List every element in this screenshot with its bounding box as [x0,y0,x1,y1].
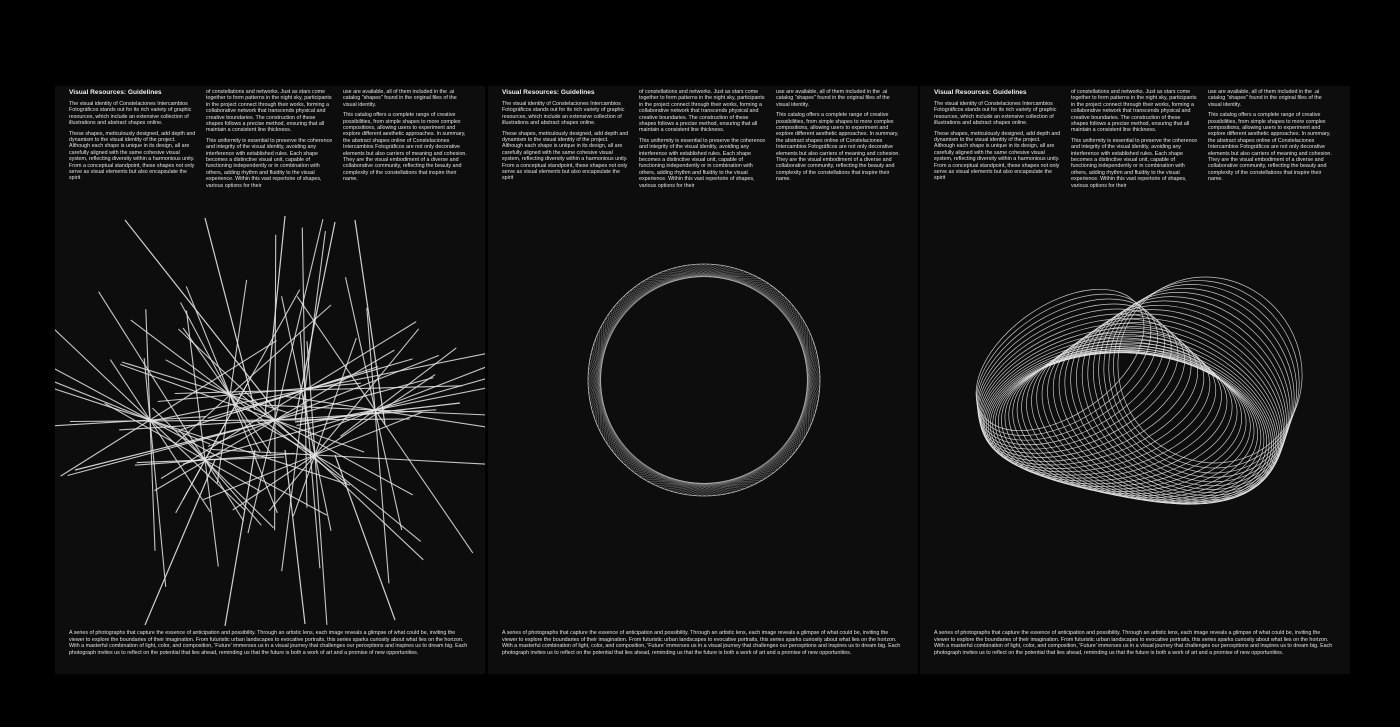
paragraph: of constellations and networks. Just as stars come together to form patterns in the night sky, participants in the project connect through their works, forming a collaborative network that transcends physical and creative boundaries. The construction of these shapes follows a precise method, ensuring that all maintain a consistent line thickness. [206,89,332,134]
text-columns [502,89,904,193]
paragraph: These shapes, meticulously designed, add depth and dynamism to the visual identity of the project. Although each shape is unique in its design, all are carefully aligned with the same cohesive visual system, reflecting diversity within a harmonious unity. From a conceptual standpoint, these shapes not only serve as visual elements but also encapsulate the spirit [502,130,629,182]
paragraph: of constellations and networks. Just as stars come together to form patterns in the night sky, participants in the project connect through their works, forming a collaborative network that transcends physical and creative boundaries. The construction of these shapes follows a precise method, ensuring that all maintain a consistent line thickness. [639,89,765,134]
caption: A series of photographs that capture the essence of anticipation and possibility. Through an artistic lens, each image reveals a glimpse of what could be, inviting the viewer to explore the boundaries of their imagination. From futuristic urban landscapes to evocative portraits, this series sparks curiosity about what lies on the horizon. With a masterful combination of light, color, and composition, 'Future' immerses us in a visual journey that challenges our perceptions and inspires us to dream big. Each photograph invites us to reflect on the potential that lies ahead, reminding us that the future is both a work of art and a promise of new opportunities. [934,630,1333,656]
text-columns [934,89,1336,193]
paragraph: The visual identity of Constelaciones Intercambios Fotográficos stands out for its rich variety of graphic resources, which include an extensive collection of illustrations and abstract shapes online. [69,101,192,127]
text-columns [69,89,471,193]
paragraph: of constellations and networks. Just as stars come together to form patterns in the night sky, participants in the project connect through their works, forming a collaborative network that transcends physical and creative boundaries. The construction of these shapes follows a precise method, ensuring that all maintain a consistent line thickness. [1071,89,1197,134]
paragraph: These shapes, meticulously designed, add depth and dynamism to the visual identity of the project. Although each shape is unique in its design, all are carefully aligned with the same cohesive visual system, reflecting diversity within a harmonious unity. From a conceptual standpoint, these shapes not only serve as visual elements but also encapsulate the spirit [934,130,1061,182]
caption: A series of photographs that capture the essence of anticipation and possibility. Through an artistic lens, each image reveals a glimpse of what could be, inviting the viewer to explore the boundaries of their imagination. From futuristic urban landscapes to evocative portraits, this series sparks curiosity about what lies on the horizon. With a masterful combination of light, color, and composition, 'Future' immerses us in a visual journey that challenges our perceptions and inspires us to dream big. Each photograph invites us to reflect on the potential that lies ahead, reminding us that the future is both a work of art and a promise of new opportunities. [502,630,901,656]
spread-page-3 [920,86,1350,674]
swirl-ellipses-graphic [920,210,1350,626]
paragraph: use are available, all of them included in the .ai catalog "shapes" found in the original files of the visual identity. [343,89,457,108]
column-3 [343,89,471,193]
paragraph: This uniformity is essential to preserve the coherence and integrity of the visual identity, avoiding any interference with established rules. Each shape becomes a distinctive visual unit, capable of functioning independently or in combination with others, adding rhythm and fluidity to the visual experience. Within this vast repertoire of shapes, various options for their [639,137,766,189]
paragraph: This catalog offers a complete range of creative possibilities, from simple shapes to more complex compositions, allowing users to experiment and explore different aesthetic approaches. In summary, the abstract shapes online of Constelaciones Intercambios Fotográficos are not only decorative elements but also carriers of meaning and cohesion. They are the visual embodiment of a diverse and collaborative community, reflecting the beauty and complexity of the constellations that inspire their name. [343,112,467,183]
paragraph: This catalog offers a complete range of creative possibilities, from simple shapes to more complex compositions, allowing users to experiment and explore different aesthetic approaches. In summary, the abstract shapes online of Constelaciones Intercambios Fotográficos are not only decorative elements but also carriers of meaning and cohesion. They are the visual embodiment of a diverse and collaborative community, reflecting the beauty and complexity of the constellations that inspire their name. [776,112,900,183]
paragraph: use are available, all of them included in the .ai catalog "shapes" found in the original files of the visual identity. [1208,89,1322,108]
column-1 [502,89,630,193]
spread-page-1 [55,86,485,674]
column-2 [1071,89,1199,193]
paragraph: The visual identity of Constelaciones Intercambios Fotográficos stands out for its rich variety of graphic resources, which include an extensive collection of illustrations and abstract shapes online. [502,101,625,127]
column-3 [1208,89,1336,193]
paragraph: This uniformity is essential to preserve the coherence and integrity of the visual identity, avoiding any interference with established rules. Each shape becomes a distinctive visual unit, capable of functioning independently or in combination with others, adding rhythm and fluidity to the visual experience. Within this vast repertoire of shapes, various options for their [1071,137,1198,189]
column-2 [639,89,767,193]
star-burst-lines-graphic [55,210,485,626]
ring-mesh-graphic [488,210,918,626]
column-3 [776,89,904,193]
page-heading: Visual Resources: Guidelines [502,89,595,96]
page-heading: Visual Resources: Guidelines [69,89,162,96]
caption: A series of photographs that capture the essence of anticipation and possibility. Through an artistic lens, each image reveals a glimpse of what could be, inviting the viewer to explore the boundaries of their imagination. From futuristic urban landscapes to evocative portraits, this series sparks curiosity about what lies on the horizon. With a masterful combination of light, color, and composition, 'Future' immerses us in a visual journey that challenges our perceptions and inspires us to dream big. Each photograph invites us to reflect on the potential that lies ahead, reminding us that the future is both a work of art and a promise of new opportunities. [69,630,468,656]
spread-page-2 [488,86,918,674]
paragraph: use are available, all of them included in the .ai catalog "shapes" found in the original files of the visual identity. [776,89,890,108]
column-2 [206,89,334,193]
paragraph: The visual identity of Constelaciones Intercambios Fotográficos stands out for its rich variety of graphic resources, which include an extensive collection of illustrations and abstract shapes online. [934,101,1057,127]
column-1 [934,89,1062,193]
paragraph: This uniformity is essential to preserve the coherence and integrity of the visual identity, avoiding any interference with established rules. Each shape becomes a distinctive visual unit, capable of functioning independently or in combination with others, adding rhythm and fluidity to the visual experience. Within this vast repertoire of shapes, various options for their [206,137,333,189]
paragraph: This catalog offers a complete range of creative possibilities, from simple shapes to more complex compositions, allowing users to experiment and explore different aesthetic approaches. In summary, the abstract shapes online of Constelaciones Intercambios Fotográficos are not only decorative elements but also carriers of meaning and cohesion. They are the visual embodiment of a diverse and collaborative community, reflecting the beauty and complexity of the constellations that inspire their name. [1208,112,1332,183]
page-heading: Visual Resources: Guidelines [934,89,1027,96]
paragraph: These shapes, meticulously designed, add depth and dynamism to the visual identity of the project. Although each shape is unique in its design, all are carefully aligned with the same cohesive visual system, reflecting diversity within a harmonious unity. From a conceptual standpoint, these shapes not only serve as visual elements but also encapsulate the spirit [69,130,196,182]
column-1 [69,89,197,193]
